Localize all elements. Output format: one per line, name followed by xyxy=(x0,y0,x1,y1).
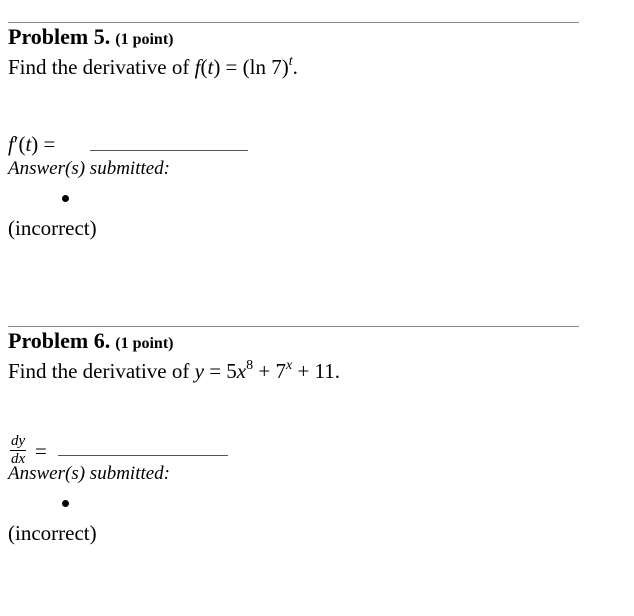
math-variable-y: y xyxy=(194,359,204,383)
problem-6 xyxy=(8,326,579,556)
submitted-label: Answer(s) submitted: xyxy=(8,158,171,179)
math-exponent: t xyxy=(288,54,293,69)
math-exponent: x xyxy=(285,358,293,373)
section-divider xyxy=(8,22,579,23)
answer-blank-line xyxy=(90,150,248,151)
problem-statement xyxy=(8,359,340,384)
prompt-text: Find the derivative of xyxy=(8,55,195,79)
problem-heading xyxy=(8,24,173,50)
answer-function-name: f xyxy=(8,132,14,156)
problem-statement xyxy=(8,55,298,80)
problem-5 xyxy=(8,22,579,252)
math-period: . xyxy=(292,55,298,79)
answer-label xyxy=(8,132,55,157)
problem-number: Problem 5. xyxy=(8,24,111,49)
math-exponent: 8 xyxy=(246,358,254,373)
fraction-denominator: dx xyxy=(11,451,26,467)
math-variable-x: x xyxy=(236,359,247,383)
answer-equals: = xyxy=(35,439,47,463)
prompt-text: Find the derivative of xyxy=(8,359,195,383)
math-coefficient: = 5 xyxy=(203,359,237,383)
problem-points: (1 point) xyxy=(115,31,174,48)
math-term: + 7 xyxy=(253,359,286,383)
status-text: (incorrect) xyxy=(8,521,97,545)
answer-equals: ) = xyxy=(31,132,56,156)
math-paren-open: ( xyxy=(200,55,208,79)
submitted-answer-bullet xyxy=(62,500,69,507)
fraction-numerator: dy xyxy=(11,433,26,449)
math-constant: + 11. xyxy=(292,359,341,383)
problem-number: Problem 6. xyxy=(8,328,111,353)
status-text: (incorrect) xyxy=(8,216,97,240)
answer-blank-line xyxy=(58,455,228,456)
problem-heading xyxy=(8,328,173,354)
submitted-label: Answer(s) submitted: xyxy=(8,463,171,484)
math-variable: t xyxy=(207,55,214,79)
answer-variable: t xyxy=(25,132,32,156)
problem-points: (1 point) xyxy=(115,335,174,352)
math-expression: ) = (ln 7) xyxy=(213,55,289,79)
submitted-answer-bullet xyxy=(62,195,69,202)
answer-prime: ′( xyxy=(13,132,26,156)
math-function-name: f xyxy=(194,55,201,79)
section-divider xyxy=(8,326,579,327)
